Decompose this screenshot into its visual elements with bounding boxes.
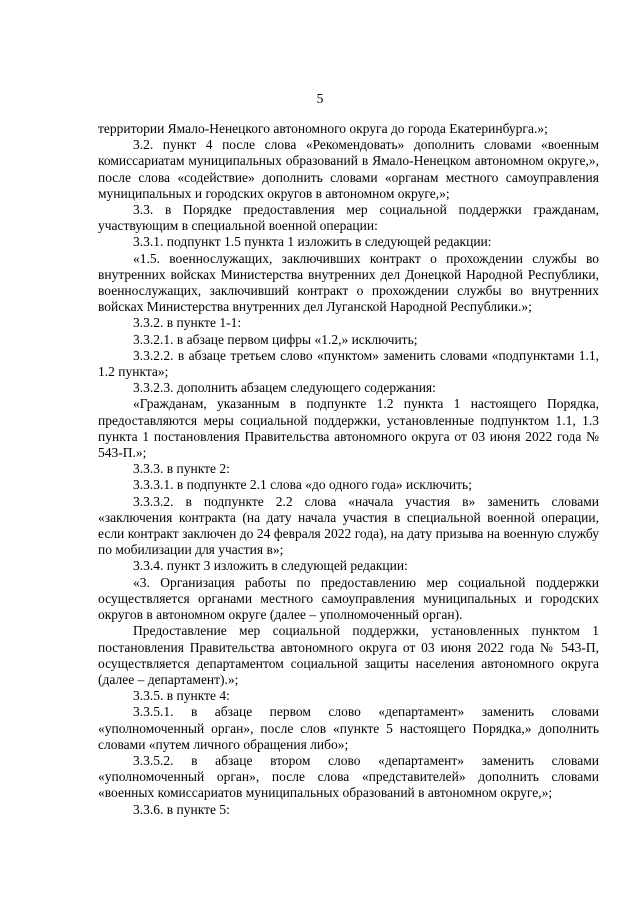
paragraph: территории Ямало-Ненецкого автономного округа до города Екатеринбурга.»; [98,121,548,136]
paragraph: 3.3.2.2. в абзаце третьем слово «пунктом» заменить словами «подпунктами 1.1, 1.2 пункта»; [98,347,599,380]
paragraph: 3.2. пункт 4 после слова «Рекомендовать» дополнить словами «военным комиссариатам муниципальных образований в Ямало-Ненецком автономном округе,», после слова «содействие» дополнить словами «органам местного самоуправления муниципальных и городских округов в автономном округе,»; [98,137,599,201]
paragraph: 3.3.4. пункт 3 изложить в следующей редакции: [133,558,408,574]
paragraph: «3. Организация работы по предоставлению мер социальной поддержки осуществляется органами местного самоуправления муниципальных и городских округов в автономном округе (далее – уполномоченный орган). [98,574,599,623]
document-body [98,121,599,818]
paragraph: 3.3.2.3. дополнить абзацем следующего содержания: [133,380,436,396]
paragraph: 3.3.3.2. в подпункте 2.2 слова «начала участия в» заменить словами «заключения контракта (на дату начала участия в специальной военной операции, если контракт заключен до 24 февраля 2022 года), на дату призыва на военную службу по мобилизации для участия в»; [98,493,599,558]
paragraph: 3.3.1. подпункт 1.5 пункта 1 изложить в следующей редакции: [133,234,492,250]
paragraph: «Гражданам, указанным в подпункте 1.2 пункта 1 настоящего Порядка, предоставляются меры социальной поддержки, установленные подпунктом 1.1, 1.3 пункта 1 постановления Правительства автономного округа от 03 июня 2022 года № 543-П.»; [98,396,599,461]
paragraph: 3.3.5.2. в абзаце втором слово «департамент» заменить словами «уполномоченный орган», после слова «представителей» дополнить словами «военных комиссариатов муниципальных образований в автономном округе,»; [98,752,599,801]
paragraph: 3.3.6. в пункте 5: [133,801,230,817]
paragraph: 3.3.3.1. в подпункте 2.1 слова «до одного года» исключить; [133,477,472,493]
paragraph: 3.3.2.1. в абзаце первом цифры «1.2,» исключить; [133,331,418,347]
paragraph: Предоставление мер социальной поддержки, установленных пунктом 1 постановления Правительства автономного округа от 03 июня 2022 года № 543-П, осуществляется департаментом социальной защиты населения автономного округа (далее – департамент).»; [98,623,599,687]
paragraph: 3.3.5. в пункте 4: [133,688,230,704]
paragraph: 3.3. в Порядке предоставления мер социальной поддержки гражданам, участвующим в специальной военной операции: [98,202,599,234]
paragraph: 3.3.3. в пункте 2: [133,461,230,477]
page-number: 5 [316,91,324,106]
paragraph: «1.5. военнослужащих, заключивших контракт о прохождении службы во внутренних войсках Министерства внутренних дел Донецкой Народной Республики, военнослужащих, заключивший контракт о прохождении службы во внутренних войсках Министерства внутренних дел Луганской Народной Республики.»; [98,250,599,315]
paragraph: 3.3.5.1. в абзаце первом слово «департамент» заменить словами «уполномоченный орган», после слов «пункте 5 настоящего Порядка,» дополнить словами «путем личного обращения либо»; [98,704,599,752]
paragraph: 3.3.2. в пункте 1-1: [133,315,242,331]
